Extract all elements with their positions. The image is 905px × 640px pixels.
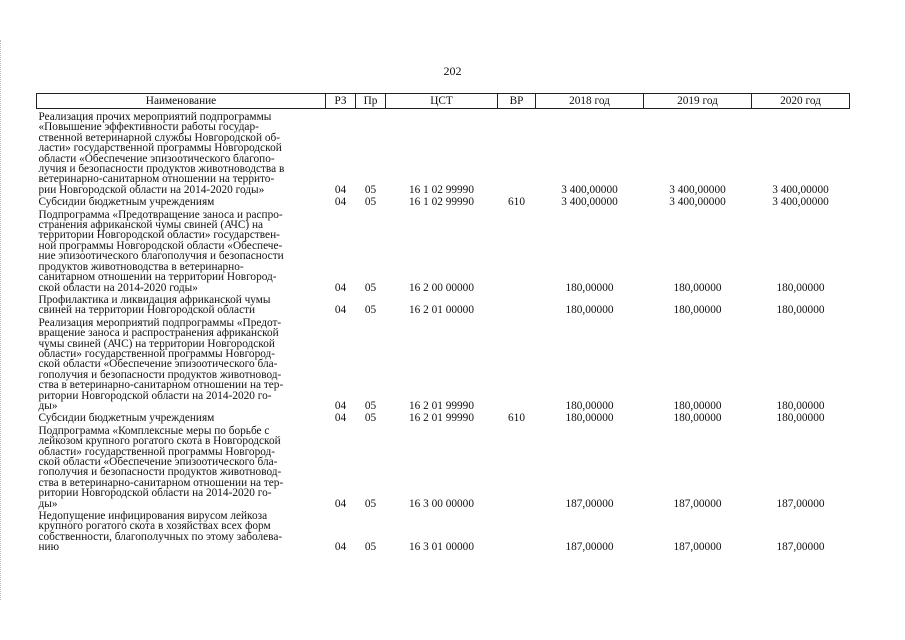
cell-2019: 180,00000 — [673, 399, 722, 412]
name-line: Реализация прочих мероприятий подпрограммы — [38, 111, 272, 123]
cell-rz: 04 — [334, 281, 347, 294]
cell-2018: 180,00000 — [565, 412, 614, 425]
cell-cst: 16 2 01 99990 — [409, 412, 474, 425]
name-line: Недопущение инфицирования вирусом лейкоза — [38, 510, 268, 523]
cell-2020: 180,00000 — [776, 281, 825, 294]
name-line: ды» — [38, 497, 58, 510]
page-edge-marks — [0, 40, 7, 600]
cell-2019: 187,00000 — [673, 497, 722, 510]
cell-cst: 16 1 02 99990 — [409, 196, 474, 209]
name-line: ской области «Обеспечение эпизоотического бла- — [38, 456, 278, 468]
name-line: санитарном отношении на территории Новгород- — [38, 271, 277, 284]
cell-2018: 180,00000 — [565, 399, 614, 412]
name-line: нию — [38, 541, 60, 554]
cell-rz: 04 — [334, 541, 347, 554]
header-pr: Пр — [356, 94, 386, 109]
cell-2019: 180,00000 — [673, 412, 722, 425]
cell-vr: 610 — [508, 412, 525, 425]
budget-table — [36, 93, 850, 553]
name-line: территории Новгородской области» государствен- — [38, 229, 280, 242]
table-header-row — [37, 94, 850, 109]
header-2019: 2019 год — [644, 94, 752, 109]
header-name: Наименование — [37, 94, 326, 109]
name-line: гополучия и безопасности продуктов животновод- — [38, 466, 282, 479]
cell-2020: 180,00000 — [776, 412, 825, 425]
table-row — [37, 109, 850, 196]
name-line: продуктов животноводства в ветеринарно- — [38, 260, 244, 273]
cell-pr: 05 — [364, 183, 377, 196]
name-line: лучия и безопасности продуктов животноводства в — [38, 163, 285, 176]
cell-pr: 05 — [364, 304, 377, 317]
name-line: собственности, благополучных по этому заболева- — [38, 530, 283, 543]
cell-vr — [498, 208, 536, 293]
cell-name — [37, 424, 326, 509]
cell-name — [37, 195, 326, 207]
cell-2019: 180,00000 — [673, 304, 722, 317]
name-line: ритории Новгородской области на 2014-2020 го- — [38, 389, 272, 402]
cell-2018: 187,00000 — [565, 497, 614, 510]
name-line: ской области на 2014-2020 годы» — [38, 281, 198, 294]
header-rz: РЗ — [326, 94, 356, 109]
name-line: ной программы Новгородской области «Обеспече- — [38, 239, 283, 252]
table-row — [37, 411, 850, 423]
cell-2020: 180,00000 — [776, 304, 825, 317]
table-row — [37, 424, 850, 509]
table-row — [37, 293, 850, 316]
table-body — [37, 109, 850, 553]
name-line: «Повышение эффективности работы государ- — [38, 121, 259, 134]
name-line: Реализация мероприятий подпрограммы «Предот- — [38, 316, 282, 329]
cell-2020: 3 400,00000 — [772, 183, 829, 196]
cell-cst: 16 2 01 99990 — [409, 399, 474, 412]
cell-2018: 3 400,00000 — [561, 196, 618, 209]
cell-pr: 05 — [364, 412, 377, 425]
cell-cst: 16 3 00 00000 — [409, 497, 474, 510]
cell-2018: 3 400,00000 — [561, 183, 618, 196]
header-vr: ВР — [498, 94, 536, 109]
cell-vr — [498, 316, 536, 412]
cell-pr: 05 — [364, 196, 377, 209]
cell-2018: 180,00000 — [565, 304, 614, 317]
name-line: ды» — [38, 399, 58, 412]
name-line: ритории Новгородской области на 2014-2020 го- — [38, 487, 272, 500]
cell-2019: 187,00000 — [673, 541, 722, 554]
name-line: области» государственной программы Новгород- — [38, 445, 276, 458]
name-line: ласти» государственной программы Новгородской — [38, 142, 282, 155]
name-line: свиней на территории Новгородской области — [38, 304, 256, 317]
cell-2020: 3 400,00000 — [772, 196, 829, 209]
name-line: Профилактика и ликвидация африканской чумы — [38, 293, 271, 306]
name-line: ние эпизоотического благополучия и безопасности — [38, 250, 284, 263]
page-number: 202 — [443, 64, 462, 78]
header-2020: 2020 год — [752, 94, 850, 109]
cell-name — [37, 316, 326, 412]
name-line: вращение заноса и распространения африканской — [38, 327, 279, 340]
name-line: гополучия и безопасности продуктов животновод- — [38, 368, 282, 381]
name-line: ветеринарно-санитарном отношении на террито- — [38, 173, 275, 186]
header-cst: ЦСТ — [386, 94, 498, 109]
name-line: ственной ветеринарной службы Новгородской об- — [38, 131, 280, 144]
table-row — [37, 316, 850, 412]
name-line: Субсидии бюджетным учреждениям — [38, 196, 215, 209]
cell-cst: 16 2 00 00000 — [409, 281, 474, 294]
cell-cst: 16 3 01 00000 — [409, 541, 474, 554]
cell-rz: 04 — [334, 196, 347, 209]
name-line: рии Новгородской области на 2014-2020 годы» — [38, 183, 265, 196]
name-line: ства в ветеринарно-санитарном отношении на тер- — [38, 476, 284, 489]
cell-name — [37, 509, 326, 553]
name-line: Подпрограмма «Предотвращение заноса и распро- — [38, 208, 283, 221]
name-line: области» государственной программы Новгород- — [38, 347, 276, 360]
cell-name — [37, 208, 326, 293]
cell-name — [37, 293, 326, 316]
cell-rz: 04 — [334, 183, 347, 196]
table-row — [37, 195, 850, 207]
name-line: ства в ветеринарно-санитарном отношении на тер- — [38, 379, 284, 392]
table-row — [37, 509, 850, 553]
name-line: крупного рогатого скота в хозяйствах всех форм — [38, 520, 271, 533]
cell-vr — [498, 424, 536, 509]
name-line: странения африканской чумы свиней (АЧС) на — [38, 219, 264, 232]
cell-2019: 3 400,00000 — [669, 183, 726, 196]
cell-vr — [498, 509, 536, 553]
cell-2020: 187,00000 — [776, 541, 825, 554]
cell-pr: 05 — [364, 399, 377, 412]
cell-pr: 05 — [364, 541, 377, 554]
cell-2020: 180,00000 — [776, 399, 825, 412]
cell-cst: 16 1 02 99990 — [409, 183, 474, 196]
cell-2019: 180,00000 — [673, 281, 722, 294]
name-line: чумы свиней (АЧС) на территории Новгородской — [38, 337, 275, 350]
cell-vr — [498, 293, 536, 316]
cell-2018: 180,00000 — [565, 281, 614, 294]
cell-name — [37, 411, 326, 423]
name-line: ской области «Обеспечение эпизоотического бла- — [38, 358, 278, 371]
cell-rz: 04 — [334, 412, 347, 425]
cell-cst: 16 2 01 00000 — [409, 304, 474, 317]
table-row — [37, 208, 850, 293]
name-line: области «Обеспечение эпизоотического благопо- — [38, 152, 275, 165]
cell-name — [37, 109, 326, 196]
cell-2020: 187,00000 — [776, 497, 825, 510]
cell-vr — [498, 109, 536, 196]
cell-pr: 05 — [364, 497, 377, 510]
name-line: Субсидии бюджетным учреждениям — [38, 412, 215, 425]
header-2018: 2018 год — [536, 94, 644, 109]
cell-2018: 187,00000 — [565, 541, 614, 554]
name-line: Подпрограмма «Комплексные меры по борьбе с — [38, 424, 270, 437]
cell-rz: 04 — [334, 399, 347, 412]
cell-rz: 04 — [334, 304, 347, 317]
name-line: лейкозом крупного рогатого скота в Новгородской — [38, 435, 281, 448]
cell-vr: 610 — [508, 196, 525, 209]
cell-pr: 05 — [364, 281, 377, 294]
cell-2019: 3 400,00000 — [669, 196, 726, 209]
cell-rz: 04 — [334, 497, 347, 510]
